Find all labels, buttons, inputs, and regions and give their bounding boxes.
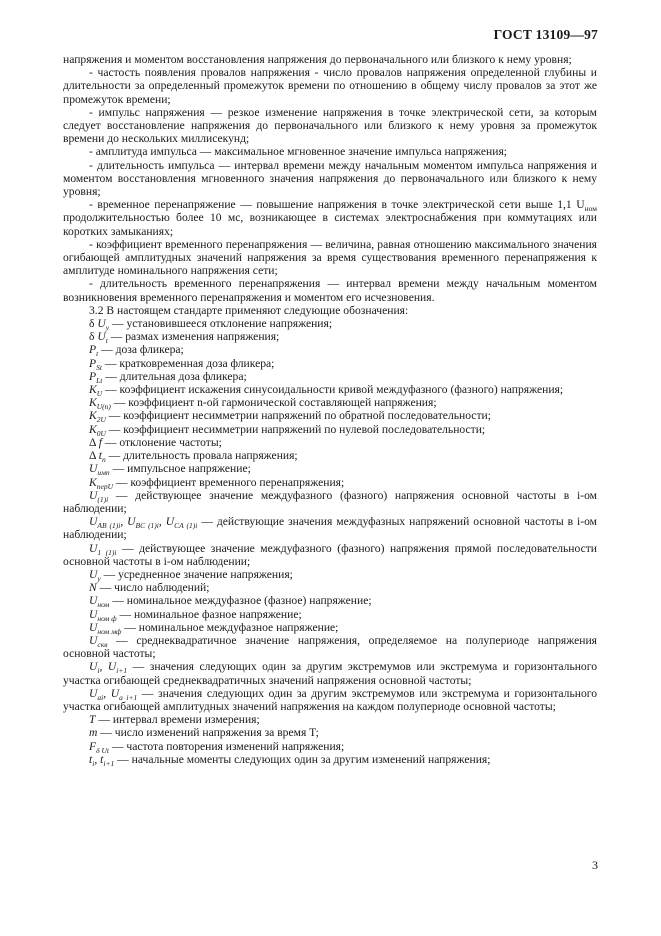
symbol-description: — действующее значение междуфазного (фазного) напряжения прямой последовательности основной частоты в i-ом наблюдении; <box>63 541 597 568</box>
symbol-subscript: скв <box>97 639 108 649</box>
symbol: U <box>89 462 98 476</box>
symbol-description: — значения следующих один за другим экстремумов или экстремума и горизонтального участка огибающей среднеквадратичных значений напряжения основной частоты; <box>63 660 597 687</box>
definition-paragraph <box>63 159 597 199</box>
symbol-definition <box>63 687 597 713</box>
symbol: f <box>98 435 102 449</box>
symbol-subscript: t <box>105 336 108 346</box>
symbol-subscript: BC (1)i <box>135 521 159 531</box>
symbol-definition <box>63 449 597 465</box>
symbol-definition <box>63 476 597 489</box>
symbol-definition <box>63 608 597 621</box>
symbol-description: — коэффициент несимметрии напряжений по нулевой последовательности; <box>105 422 486 436</box>
symbols-list <box>63 317 597 766</box>
symbol-subscript: CA (1)i <box>174 521 198 531</box>
symbol: U <box>89 607 98 621</box>
symbol-description: — длительная доза фликера; <box>102 369 247 383</box>
symbol-prefix: Δ <box>89 449 99 463</box>
symbol-description: — коэффициент искажения синусоидальности кривой междуфазного (фазного) напряжения; <box>102 383 564 397</box>
symbol-subscript: U <box>96 389 103 399</box>
symbol: U <box>89 686 98 700</box>
definition-paragraph <box>63 198 597 238</box>
symbol-subscript: (1)i <box>97 494 109 504</box>
symbol-subscript: Lt <box>96 375 103 385</box>
document-header: ГОСТ 13109—97 <box>493 27 598 42</box>
paragraph-text: 3.2 В настоящем стандарте применяют следующие обозначения: <box>89 303 409 317</box>
symbol-definition <box>63 753 597 766</box>
symbol-subscript: U(n) <box>96 402 111 412</box>
symbol-definition <box>63 621 597 634</box>
symbol: K <box>89 409 97 423</box>
symbol-description: — номинальное фазное напряжение; <box>116 607 302 621</box>
symbol-description: — коэффициент временного перенапряжения; <box>112 475 345 489</box>
symbol: , U <box>99 660 117 674</box>
symbol-subscript: i <box>92 758 95 768</box>
symbol-subscript: i+1 <box>116 666 128 676</box>
symbol-subscript: перU <box>96 481 113 491</box>
paragraph-text: - временное перенапряжение — повышение напряжения в точке электрической сети выше 1,1 U <box>89 198 585 212</box>
symbol-subscript: y <box>105 323 110 333</box>
symbol-description: — номинальное междуфазное (фазное) напряжение; <box>109 594 372 608</box>
symbol-subscript: ном мф <box>97 626 122 636</box>
symbol: U <box>89 620 98 634</box>
symbol-description: — число наблюдений; <box>96 581 210 595</box>
symbol-description: — начальные моменты следующих один за другим изменений напряжения; <box>114 752 491 766</box>
definition-paragraph <box>63 238 597 278</box>
definition-paragraph <box>63 53 597 66</box>
symbol-subscript: ai <box>97 692 104 702</box>
symbol: , t <box>94 752 104 766</box>
symbol: U <box>89 594 98 608</box>
symbol-prefix: δ <box>89 330 98 344</box>
symbol-subscript: 0U <box>96 428 106 438</box>
symbol: U <box>89 541 98 555</box>
symbol-definition <box>63 436 597 449</box>
symbol: N <box>89 581 97 595</box>
symbol: T <box>89 713 96 727</box>
symbol-subscript: t <box>96 349 99 359</box>
symbol-subscript: St <box>96 362 102 372</box>
symbol: P <box>89 369 97 383</box>
symbol: K <box>89 422 97 436</box>
subscript: ном <box>584 204 597 214</box>
symbol: P <box>89 356 97 370</box>
symbol-definition <box>63 330 597 346</box>
symbol-subscript: i <box>97 666 100 676</box>
symbol-description: — доза фликера; <box>98 343 184 357</box>
paragraph-text: - длительность импульса — интервал времени между начальным моментом импульса напряжения и моментом восстановления мгновенного значения напряжения до первоначального или близкого к нему уровня; <box>63 158 597 199</box>
symbol: K <box>89 475 97 489</box>
symbol: , U <box>103 686 120 700</box>
symbol-definition <box>63 542 597 568</box>
paragraph-text: продолжительностью более 10 мс, возникающее в системах электроснабжения при коммутациях или коротких замыканиях; <box>63 211 597 238</box>
symbol-definition <box>63 396 597 412</box>
symbol-subscript: 2U <box>96 415 106 425</box>
symbol-description: — частота повторения изменений напряжения; <box>108 739 345 753</box>
symbol-definition <box>63 726 597 739</box>
paragraph-text: - частость появления провалов напряжения - число провалов напряжения определенной глубины и длительности за определенный промежуток времени по отношению в общему числу провалов за этот же промежуток времени; <box>63 66 597 106</box>
symbol: U <box>89 660 98 674</box>
symbol-subscript: п <box>101 455 106 465</box>
symbol: K <box>89 396 97 410</box>
symbol-definition <box>63 462 597 478</box>
symbol-description: — коэффициент несимметрии напряжений по обратной последовательности; <box>105 409 491 423</box>
symbol-description: — усредненное значение напряжения; <box>100 567 293 581</box>
symbol-subscript: a i+1 <box>119 692 138 702</box>
symbol-description: — значения следующих один за другим экстремумов или экстремума и горизонтального участка огибающей амплитудных значений напряжения на каждом полупериоде основной частоты; <box>63 686 597 713</box>
symbol-subscript: ном ф <box>97 613 117 623</box>
definition-paragraph <box>63 66 597 106</box>
symbol-description: — число изменений напряжения за время T; <box>97 726 319 740</box>
symbol: t <box>89 752 93 766</box>
symbol: U <box>89 633 98 647</box>
definition-paragraph <box>63 277 597 303</box>
symbol-description: — импульсное напряжение; <box>109 462 251 476</box>
document-body <box>63 53 597 766</box>
paragraph-text: напряжения и моментом восстановления напряжения до первоначального или близкого к нему уровня; <box>63 53 572 66</box>
symbol: U <box>89 567 98 581</box>
symbol-definition <box>63 634 597 660</box>
paragraph-text: - амплитуда импульса — максимальное мгновенное значение импульса напряжения; <box>89 145 508 159</box>
symbol-definition <box>63 660 597 686</box>
symbol-definition <box>63 594 597 610</box>
definitions-list <box>63 53 597 317</box>
symbol-definition <box>63 383 597 399</box>
paragraph-text: - длительность временного перенапряжения — интервал времени между начальным моментом возникновения временного перенапряжения и моментом его исчезновения. <box>63 277 597 304</box>
symbol: , U <box>120 515 136 529</box>
symbol-subscript: y <box>97 573 101 583</box>
symbol-subscript: δ Ut <box>96 745 109 755</box>
symbol-subscript: ном <box>97 600 110 610</box>
symbol-definition <box>63 568 597 581</box>
definition-paragraph <box>63 145 597 158</box>
symbol: U <box>97 330 106 344</box>
symbol-definition <box>63 343 597 359</box>
symbol-subscript: 1 (1)i <box>97 547 117 557</box>
symbol: U <box>89 515 98 529</box>
symbol-subscript: имп <box>97 468 110 478</box>
symbol: , U <box>158 515 175 529</box>
symbol-description: — установившееся отклонение напряжения; <box>109 317 333 331</box>
definition-paragraph <box>63 106 597 146</box>
symbol-definition <box>63 489 597 515</box>
symbol: K <box>89 383 97 397</box>
paragraph-text: - коэффициент временного перенапряжения — величина, равная отношению максимального значения огибающей амплитудных значений напряжения за время существования временного перенапряжения к амплитуде номинального напряжения сети; <box>63 237 597 278</box>
symbol: P <box>89 343 97 357</box>
symbol-definition <box>63 370 597 383</box>
symbol-definition <box>63 740 597 753</box>
symbol-description: — интервал времени измерения; <box>95 713 260 727</box>
definition-paragraph <box>63 304 597 317</box>
symbol-description: — коэффициент n-ой гармонической составляющей напряжения; <box>110 396 437 410</box>
symbol-description: — кратковременная доза фликера; <box>101 356 275 370</box>
symbol-description: — действующие значения междуфазных напряжений основной частоты в i-ом наблюдении; <box>63 515 598 542</box>
symbol-definition <box>63 713 597 726</box>
symbol-description: — действующее значение междуфазного (фазного) напряжения основной частоты в i-ом наблюдении; <box>63 488 597 515</box>
symbol-definition <box>63 357 597 370</box>
symbol-definition <box>63 409 597 425</box>
symbol-description: — номинальное междуфазное напряжение; <box>121 620 339 634</box>
symbol-subscript: i+1 <box>103 758 115 768</box>
symbol: U <box>89 488 98 502</box>
symbol-subscript: AB (1)i <box>97 521 121 531</box>
symbol-definition <box>63 515 597 541</box>
symbol-prefix: Δ <box>89 435 99 449</box>
symbol-description: — среднеквадратичное значение напряжения, определяемое на полупериоде напряжения основной частоты; <box>63 633 597 661</box>
symbol-description: — длительность провала напряжения; <box>105 449 298 463</box>
page-number: 3 <box>592 858 598 872</box>
symbol-description: — отклонение частоты; <box>101 435 222 449</box>
symbol: m <box>89 726 98 740</box>
paragraph-text: - импульс напряжения — резкое изменение напряжения в точке электрической сети, за которым следует восстановление напряжения до первоначального или близкого к нему уровня за промежуток времени до нескольких миллисекунд; <box>63 105 597 146</box>
symbol-definition <box>63 423 597 436</box>
symbol-definition <box>63 581 597 594</box>
symbol-definition <box>63 317 597 333</box>
symbol-description: — размах изменения напряжения; <box>107 330 280 344</box>
symbol-prefix: δ <box>89 317 98 331</box>
symbol: U <box>97 317 106 331</box>
symbol: F <box>89 739 97 753</box>
symbol: t <box>98 449 102 463</box>
